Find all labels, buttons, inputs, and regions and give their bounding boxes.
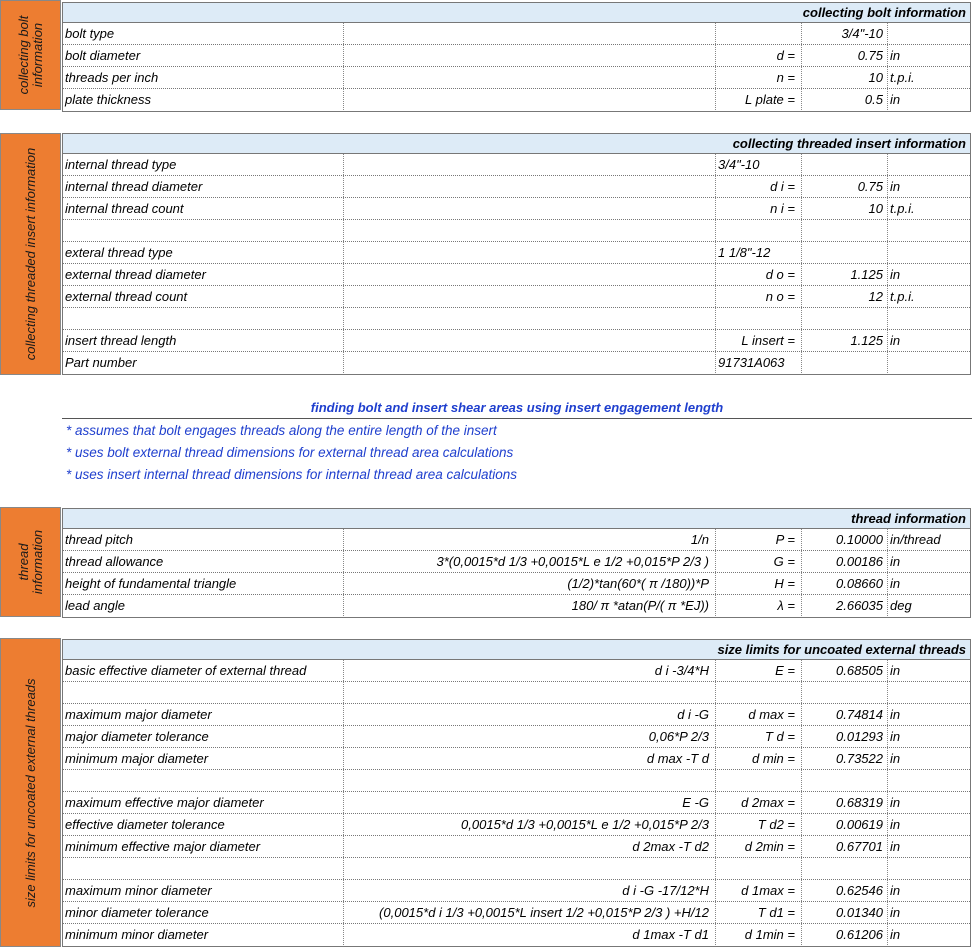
- row-value[interactable]: [801, 154, 887, 175]
- row-symbol[interactable]: H =: [715, 573, 801, 594]
- row-label[interactable]: minor diameter tolerance: [65, 905, 209, 920]
- insert-section-side-label: [0, 133, 61, 375]
- row-unit[interactable]: in/thread: [887, 529, 972, 550]
- row-unit[interactable]: [887, 858, 972, 879]
- table-row: [63, 242, 970, 264]
- row-unit[interactable]: in: [887, 45, 972, 66]
- row-symbol[interactable]: [715, 220, 801, 241]
- row-unit[interactable]: [887, 154, 972, 175]
- table-row: [63, 858, 970, 880]
- row-value[interactable]: 12: [801, 286, 887, 307]
- row-label[interactable]: [65, 220, 343, 241]
- limits-side-label-text: size limits for uncoated external threads: [22, 677, 38, 908]
- row-value[interactable]: 0.68319: [801, 792, 887, 813]
- row-formula[interactable]: [343, 308, 713, 329]
- row-formula[interactable]: [343, 770, 713, 791]
- row-symbol[interactable]: [715, 770, 801, 791]
- table-row: [63, 551, 970, 573]
- row-symbol[interactable]: T d =: [715, 726, 801, 747]
- row-symbol[interactable]: n o =: [715, 286, 801, 307]
- row-formula[interactable]: E -G: [343, 792, 713, 813]
- row-symbol[interactable]: d min =: [715, 748, 801, 769]
- thread-table: [62, 529, 971, 618]
- row-label[interactable]: thread pitch: [65, 532, 133, 547]
- row-value[interactable]: 0.62546: [801, 880, 887, 901]
- row-label[interactable]: maximum effective major diameter: [65, 795, 264, 810]
- row-unit[interactable]: [887, 770, 972, 791]
- row-formula[interactable]: d max -T d: [343, 748, 713, 769]
- row-formula[interactable]: d 1max -T d1: [343, 924, 713, 945]
- table-row: [63, 286, 970, 308]
- row-label[interactable]: [65, 858, 343, 879]
- table-row: [63, 595, 970, 617]
- row-value[interactable]: [801, 352, 887, 373]
- row-value[interactable]: 0.75: [801, 45, 887, 66]
- bolt-side-label-text: collecting bolt information: [15, 15, 45, 95]
- row-unit[interactable]: in: [887, 573, 972, 594]
- row-unit[interactable]: in: [887, 726, 972, 747]
- row-formula[interactable]: [343, 198, 713, 219]
- row-label[interactable]: internal thread type: [65, 157, 177, 172]
- row-value[interactable]: 0.75: [801, 176, 887, 197]
- row-unit[interactable]: in: [887, 176, 972, 197]
- table-row: [63, 308, 970, 330]
- limits-section-side-label: [0, 638, 61, 947]
- row-label[interactable]: maximum major diameter: [65, 707, 212, 722]
- table-row: [63, 264, 970, 286]
- row-value[interactable]: 3/4"-10: [801, 23, 887, 44]
- row-unit[interactable]: in: [887, 660, 972, 681]
- thread-side-label-text: thread information: [15, 529, 45, 595]
- row-formula[interactable]: d i -G: [343, 704, 713, 725]
- row-unit[interactable]: in: [887, 924, 972, 945]
- row-formula[interactable]: 0,06*P 2/3: [343, 726, 713, 747]
- row-label[interactable]: effective diameter tolerance: [65, 817, 225, 832]
- row-unit[interactable]: in: [887, 748, 972, 769]
- row-unit[interactable]: in: [887, 264, 972, 285]
- table-row: [63, 836, 970, 858]
- row-value[interactable]: 0.74814: [801, 704, 887, 725]
- row-label[interactable]: basic effective diameter of external thread: [65, 663, 307, 678]
- table-row: [63, 529, 970, 551]
- row-symbol[interactable]: n =: [715, 67, 801, 88]
- row-value[interactable]: 0.01293: [801, 726, 887, 747]
- row-symbol[interactable]: d 1max =: [715, 880, 801, 901]
- row-symbol[interactable]: 91731A063: [715, 352, 801, 373]
- row-value[interactable]: 0.01340: [801, 902, 887, 923]
- row-value[interactable]: 1.125: [801, 330, 887, 351]
- row-symbol[interactable]: d max =: [715, 704, 801, 725]
- table-row: [63, 352, 970, 374]
- row-formula[interactable]: [343, 45, 713, 66]
- table-row: [63, 23, 970, 45]
- row-formula[interactable]: (0,0015*d i 1/3 +0,0015*L insert 1/2 +0,015*P 2/3 ) +H/12: [343, 902, 713, 923]
- row-formula[interactable]: d i -G -17/12*H: [343, 880, 713, 901]
- row-value[interactable]: [801, 770, 887, 791]
- row-unit[interactable]: deg: [887, 595, 972, 616]
- row-unit[interactable]: in: [887, 792, 972, 813]
- table-row: [63, 748, 970, 770]
- row-symbol[interactable]: L insert =: [715, 330, 801, 351]
- row-label[interactable]: internal thread count: [65, 201, 184, 216]
- table-row: [63, 198, 970, 220]
- row-formula[interactable]: [343, 352, 713, 373]
- table-row: [63, 330, 970, 352]
- row-label[interactable]: minimum effective major diameter: [65, 839, 261, 854]
- row-unit[interactable]: [887, 352, 972, 373]
- table-row: [63, 67, 970, 89]
- row-unit[interactable]: [887, 220, 972, 241]
- row-value[interactable]: 0.68505: [801, 660, 887, 681]
- finding-note-3: * uses insert internal thread dimensions for internal thread area calculations: [66, 467, 517, 482]
- row-formula[interactable]: [343, 67, 713, 88]
- row-unit[interactable]: [887, 23, 972, 44]
- row-symbol[interactable]: [715, 858, 801, 879]
- row-label[interactable]: internal thread diameter: [65, 179, 203, 194]
- row-unit[interactable]: in: [887, 880, 972, 901]
- row-symbol[interactable]: L plate =: [715, 89, 801, 110]
- table-row: [63, 726, 970, 748]
- row-unit[interactable]: in: [887, 814, 972, 835]
- table-row: [63, 660, 970, 682]
- row-label[interactable]: thread allowance: [65, 554, 164, 569]
- row-value[interactable]: [801, 858, 887, 879]
- row-formula[interactable]: [343, 330, 713, 351]
- row-formula[interactable]: 180/ π *atan(P/( π *EJ)): [343, 595, 713, 616]
- row-formula[interactable]: 0,0015*d 1/3 +0,0015*L e 1/2 +0,015*P 2/3: [343, 814, 713, 835]
- row-label[interactable]: [65, 770, 343, 791]
- row-label[interactable]: exteral thread type: [65, 245, 173, 260]
- table-row: [63, 154, 970, 176]
- row-formula[interactable]: [343, 220, 713, 241]
- bolt-section-header: collecting bolt information: [62, 2, 971, 23]
- row-value[interactable]: 0.73522: [801, 748, 887, 769]
- thread-section-side-label: [0, 507, 61, 617]
- table-row: [63, 924, 970, 946]
- row-unit[interactable]: in: [887, 89, 972, 110]
- row-formula[interactable]: [343, 242, 713, 263]
- table-row: [63, 880, 970, 902]
- row-formula[interactable]: (1/2)*tan(60*( π /180))*P: [343, 573, 713, 594]
- row-label[interactable]: external thread diameter: [65, 267, 206, 282]
- row-value[interactable]: 0.67701: [801, 836, 887, 857]
- insert-table: [62, 154, 971, 375]
- row-symbol[interactable]: 3/4"-10: [715, 154, 801, 175]
- table-row: [63, 573, 970, 595]
- row-label[interactable]: bolt type: [65, 26, 115, 41]
- row-symbol[interactable]: [715, 682, 801, 703]
- row-formula[interactable]: [343, 264, 713, 285]
- bolt-table: [62, 23, 971, 112]
- row-value[interactable]: [801, 682, 887, 703]
- row-value[interactable]: 0.00619: [801, 814, 887, 835]
- table-row: [63, 902, 970, 924]
- row-symbol[interactable]: d 2min =: [715, 836, 801, 857]
- row-label[interactable]: Part number: [65, 355, 137, 370]
- row-formula[interactable]: [343, 176, 713, 197]
- row-formula[interactable]: [343, 89, 713, 110]
- row-value[interactable]: 0.00186: [801, 551, 887, 572]
- limits-table: [62, 660, 971, 947]
- insert-side-label-text: collecting threaded insert information: [22, 147, 38, 361]
- row-value[interactable]: [801, 242, 887, 263]
- row-value[interactable]: 10: [801, 67, 887, 88]
- row-label[interactable]: bolt diameter: [65, 48, 141, 63]
- row-unit[interactable]: t.p.i.: [887, 286, 972, 307]
- table-row: [63, 176, 970, 198]
- row-formula[interactable]: d 2max -T d2: [343, 836, 713, 857]
- row-symbol[interactable]: d 1min =: [715, 924, 801, 945]
- row-formula[interactable]: d i -3/4*H: [343, 660, 713, 681]
- row-label[interactable]: external thread count: [65, 289, 188, 304]
- row-symbol[interactable]: [715, 308, 801, 329]
- finding-note-1: * assumes that bolt engages threads along the entire length of the insert: [66, 423, 497, 438]
- row-label[interactable]: minimum minor diameter: [65, 927, 209, 942]
- row-unit[interactable]: [887, 242, 972, 263]
- row-symbol[interactable]: d 2max =: [715, 792, 801, 813]
- row-symbol[interactable]: [715, 23, 801, 44]
- limits-section-header: size limits for uncoated external threads: [62, 639, 971, 660]
- finding-title: finding bolt and insert shear areas using insert engagement length: [62, 400, 972, 419]
- row-symbol[interactable]: d i =: [715, 176, 801, 197]
- table-row: [63, 792, 970, 814]
- row-formula[interactable]: [343, 286, 713, 307]
- row-label[interactable]: maximum minor diameter: [65, 883, 212, 898]
- table-row: [63, 770, 970, 792]
- row-label[interactable]: lead angle: [65, 598, 125, 613]
- row-symbol[interactable]: d =: [715, 45, 801, 66]
- row-value[interactable]: 0.61206: [801, 924, 887, 945]
- row-formula[interactable]: [343, 858, 713, 879]
- row-unit[interactable]: t.p.i.: [887, 67, 972, 88]
- row-value[interactable]: 2.66035: [801, 595, 887, 616]
- row-unit[interactable]: [887, 682, 972, 703]
- row-value[interactable]: 10: [801, 198, 887, 219]
- row-formula[interactable]: [343, 682, 713, 703]
- row-symbol[interactable]: E =: [715, 660, 801, 681]
- table-row: [63, 682, 970, 704]
- row-symbol[interactable]: λ =: [715, 595, 801, 616]
- row-unit[interactable]: in: [887, 551, 972, 572]
- row-unit[interactable]: in: [887, 704, 972, 725]
- table-row: [63, 89, 970, 111]
- row-label[interactable]: [65, 682, 343, 703]
- row-symbol[interactable]: d o =: [715, 264, 801, 285]
- table-row: [63, 45, 970, 67]
- row-unit[interactable]: in: [887, 902, 972, 923]
- row-label[interactable]: [65, 308, 343, 329]
- row-symbol[interactable]: 1 1/8"-12: [715, 242, 801, 263]
- row-unit[interactable]: in: [887, 330, 972, 351]
- row-formula[interactable]: 1/n: [343, 529, 713, 550]
- row-symbol[interactable]: P =: [715, 529, 801, 550]
- table-row: [63, 704, 970, 726]
- finding-note-2: * uses bolt external thread dimensions for external thread area calculations: [66, 445, 514, 460]
- row-formula[interactable]: [343, 23, 713, 44]
- row-symbol[interactable]: n i =: [715, 198, 801, 219]
- table-row: [63, 220, 970, 242]
- row-unit[interactable]: in: [887, 836, 972, 857]
- table-row: [63, 814, 970, 836]
- row-value[interactable]: 0.10000: [801, 529, 887, 550]
- row-symbol[interactable]: T d1 =: [715, 902, 801, 923]
- thread-section-header: thread information: [62, 508, 971, 529]
- row-label[interactable]: threads per inch: [65, 70, 159, 85]
- row-label[interactable]: minimum major diameter: [65, 751, 209, 766]
- row-label[interactable]: plate thickness: [65, 92, 151, 107]
- insert-section-header: collecting threaded insert information: [62, 133, 971, 154]
- row-value[interactable]: [801, 308, 887, 329]
- row-formula[interactable]: 3*(0,0015*d 1/3 +0,0015*L e 1/2 +0,015*P 2/3 ): [343, 551, 713, 572]
- row-label[interactable]: insert thread length: [65, 333, 177, 348]
- row-label[interactable]: major diameter tolerance: [65, 729, 209, 744]
- row-symbol[interactable]: G =: [715, 551, 801, 572]
- row-value[interactable]: 0.08660: [801, 573, 887, 594]
- row-value[interactable]: 0.5: [801, 89, 887, 110]
- row-value[interactable]: [801, 220, 887, 241]
- row-formula[interactable]: [343, 154, 713, 175]
- row-unit[interactable]: [887, 308, 972, 329]
- row-unit[interactable]: t.p.i.: [887, 198, 972, 219]
- bolt-section-side-label: [0, 0, 61, 110]
- row-symbol[interactable]: T d2 =: [715, 814, 801, 835]
- row-value[interactable]: 1.125: [801, 264, 887, 285]
- row-label[interactable]: height of fundamental triangle: [65, 576, 237, 591]
